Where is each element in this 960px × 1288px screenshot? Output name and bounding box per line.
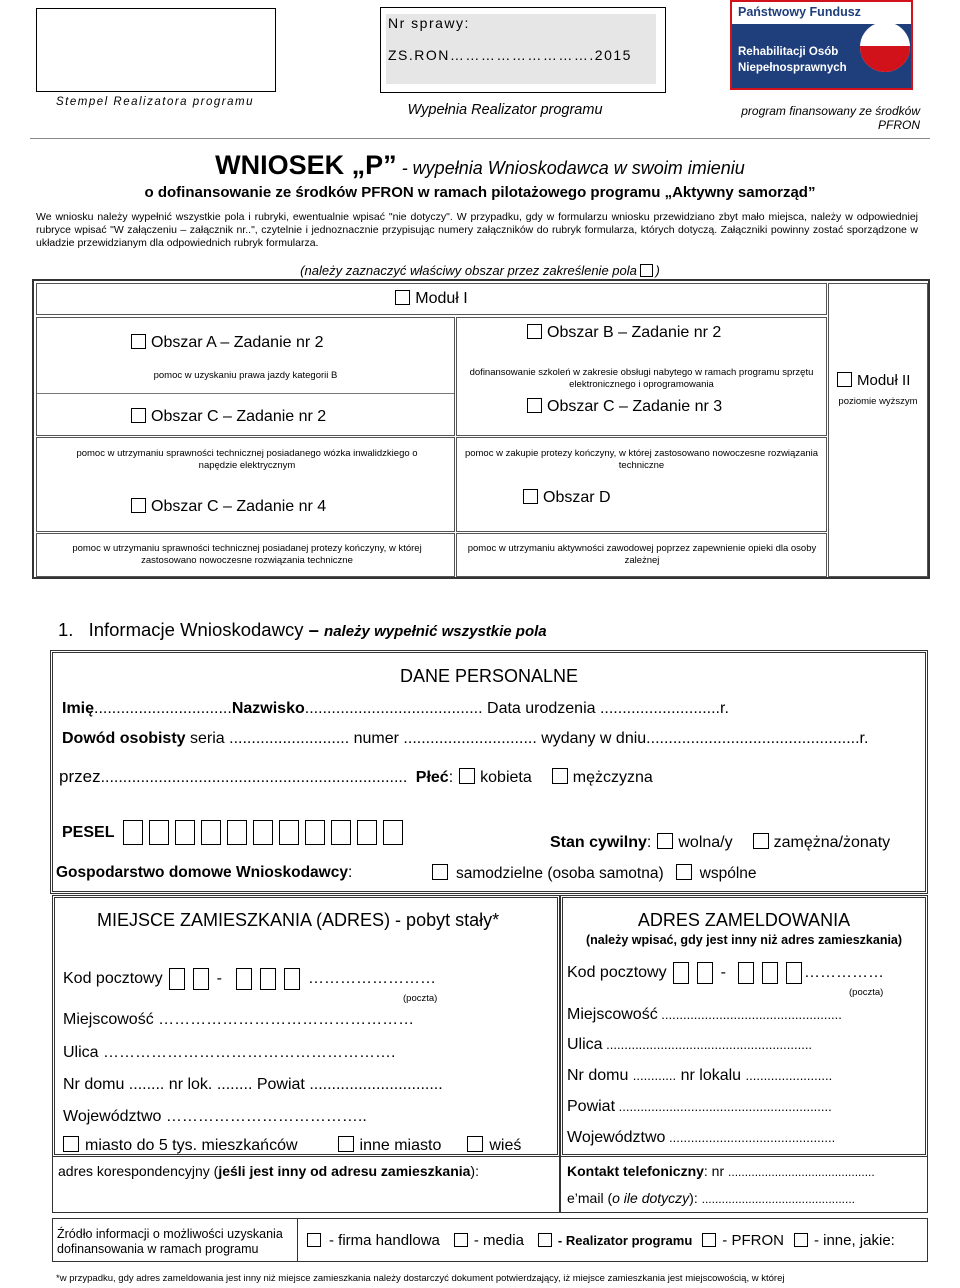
- first-name-field[interactable]: ...............................: [94, 700, 232, 717]
- residence-voiv-field[interactable]: ………………………………..: [161, 1108, 367, 1125]
- residence-heading: MIEJSCE ZAMIESZKANIA (ADRES) - pobyt stały*: [97, 910, 500, 930]
- pesel-digit-3[interactable]: [175, 820, 195, 845]
- residence-postal-row: Kod pocztowy - ……………………: [63, 968, 436, 990]
- town-other-checkbox[interactable]: [338, 1136, 354, 1152]
- area-d-desc-cell: pomoc w utrzymaniu aktywności zawodowej poprzez zapewnienie opieki dla osoby zależnej: [456, 533, 827, 577]
- pesel-digit-10[interactable]: [357, 820, 377, 845]
- source-shop-checkbox[interactable]: [307, 1233, 321, 1247]
- form-title-main: WNIOSEK „P”: [215, 150, 397, 180]
- areas-note: (należy zaznaczyć właściwy obszar przez zakreślenie pola ): [300, 263, 660, 278]
- source-media-checkbox[interactable]: [454, 1233, 468, 1247]
- module2-cell[interactable]: Moduł II poziomie wyższym: [828, 283, 928, 577]
- household-independent-checkbox[interactable]: [432, 864, 448, 880]
- registration-street-row: Ulica .........................................................: [567, 1036, 813, 1053]
- area-c4-desc-cell: pomoc w utrzymaniu sprawności technicznej posiadanej protezy kończyny, w której zastosowano nowoczesne rozwiązania techniczne: [36, 533, 455, 577]
- sex-female-checkbox[interactable]: [459, 768, 475, 784]
- case-number-label: Nr sprawy:: [388, 15, 470, 31]
- correspondence-label: adres korespondencyjny (jeśli jest inny od adresu zamieszkania):: [58, 1163, 479, 1179]
- registration-postal-digit-5[interactable]: [786, 962, 802, 984]
- id-issuer-field[interactable]: .....................................................................: [100, 769, 408, 786]
- registration-postal-row: Kod pocztowy - ……………: [567, 962, 884, 984]
- id-row: Dowód osobisty seria ........................... numer .............................. wydany w dniu................................................r.: [62, 730, 869, 747]
- registration-flat-field[interactable]: ........................: [745, 1068, 833, 1083]
- residence-post-office-field[interactable]: ……………………: [307, 970, 436, 987]
- town-small-checkbox[interactable]: [63, 1136, 79, 1152]
- personal-data-box: [50, 650, 928, 894]
- area-a2-cell[interactable]: Obszar A – Zadanie nr 2 pomoc w uzyskaniu prawa jazdy kategorii B Obszar C – Zadanie nr 2: [36, 317, 455, 436]
- registration-post-office-field[interactable]: ……………: [803, 964, 884, 981]
- instructions: We wniosku należy wypełnić wszystkie pola i rubryki, ewentualnie wpisać "nie dotyczy". W przypadku, gdy w formularzu wniosku przewidziano zbyt mało miejsca, należy w odpowiedniej rubryce wpisać "W załączeniu – załącznik nr..", czytelnie i jednoznacznie przypisując numery załączników do rubryk formularza, których dotyczą. Załączniki powinny zostać sporządzone w układzie przewidzianym dla odpowiednich rubryk formularza.: [36, 211, 918, 249]
- financed-label: program finansowany ze środków PFRON: [741, 104, 920, 132]
- residence-flat-field[interactable]: ........: [216, 1076, 253, 1093]
- residence-postal-digit-2[interactable]: [193, 968, 209, 990]
- email-field[interactable]: ..............................................: [701, 1192, 855, 1206]
- stamp-box: [36, 8, 276, 92]
- section1-heading: 1. Informacje Wnioskodawcy – należy wypełnić wszystkie pola: [58, 619, 547, 640]
- filled-by-label: Wypełnia Realizator programu: [407, 102, 603, 118]
- pfron-logo: [730, 0, 913, 90]
- registration-county-field[interactable]: ...........................................................: [615, 1099, 832, 1114]
- residence-city-row: Miejscowość …………………………………………: [63, 1011, 415, 1028]
- phone-field[interactable]: ............................................: [728, 1165, 875, 1179]
- pesel-digit-9[interactable]: [331, 820, 351, 845]
- birth-date-field[interactable]: ...........................: [599, 700, 720, 717]
- pesel-digit-1[interactable]: [123, 820, 143, 845]
- area-b2-checkbox[interactable]: [527, 324, 542, 339]
- source-box: [52, 1218, 928, 1262]
- phone-row: Kontakt telefoniczny: nr ............................................: [567, 1163, 875, 1179]
- registration-postal-digit-1[interactable]: [673, 962, 689, 984]
- household-options: samodzielne (osoba samotna) wspólne: [432, 864, 757, 883]
- source-label: Źródło informacji o możliwości uzyskania dofinansowania w ramach programu: [57, 1227, 283, 1256]
- residence-house-row: Nr domu ........ nr lok. ........ Powiat ..............................: [63, 1076, 443, 1093]
- residence-voiv-row: Województwo ………………………………..: [63, 1108, 367, 1125]
- residence-street-row: Ulica ……………………………………………….: [63, 1044, 396, 1061]
- form-subtitle: o dofinansowanie ze środków PFRON w ramach pilotażowego programu „Aktywny samorząd”: [144, 184, 816, 201]
- residence-house-field[interactable]: ........: [128, 1076, 165, 1093]
- id-issue-date-field[interactable]: ................................................: [646, 730, 860, 747]
- pesel-row: PESEL: [62, 820, 409, 845]
- area-b2-cell[interactable]: Obszar B – Zadanie nr 2 dofinansowanie szkoleń w zakresie obsługi nabytego w ramach programu sprzętu elektronicznego i oprogramowania Obszar C – Zadanie nr 3: [456, 317, 827, 436]
- id-series-field[interactable]: ...........................: [229, 730, 350, 747]
- correspondence-box: [52, 1157, 560, 1213]
- sex-male-checkbox[interactable]: [552, 768, 568, 784]
- area-c2-checkbox[interactable]: [131, 408, 146, 423]
- residence-postal-digit-4[interactable]: [260, 968, 276, 990]
- source-pfron-checkbox[interactable]: [702, 1233, 716, 1247]
- areas-table: [32, 279, 930, 579]
- registration-heading: ADRES ZAMELDOWANIA: [637, 910, 851, 930]
- registration-voiv-row: Województwo ..............................................: [567, 1129, 836, 1146]
- residence-poczta-label: (poczta): [403, 993, 438, 1004]
- residence-street-field[interactable]: ……………………………………………….: [98, 1044, 396, 1061]
- residence-postal-digit-5[interactable]: [284, 968, 300, 990]
- source-options: - firma handlowa - media - Realizator programu - PFRON - inne, jakie:: [307, 1232, 895, 1249]
- form-title-suffix: - wypełnia Wnioskodawca w swoim imieniu: [396, 158, 745, 178]
- last-name-field[interactable]: ........................................: [304, 700, 483, 717]
- registration-city-field[interactable]: ..................................................: [657, 1007, 842, 1022]
- marital-row: Stan cywilny: wolna/y zamężna/żonaty: [550, 834, 891, 851]
- pesel-digit-6[interactable]: [253, 820, 273, 845]
- registration-county-row: Powiat ...........................................................: [567, 1098, 832, 1115]
- logo-emblem-icon: [860, 22, 910, 72]
- pesel-digit-7[interactable]: [279, 820, 299, 845]
- area-d-checkbox[interactable]: [523, 489, 538, 504]
- residence-city-field[interactable]: …………………………………………: [153, 1011, 415, 1028]
- registration-city-row: Miejscowość ..................................................: [567, 1006, 842, 1023]
- source-label-divider: [297, 1219, 298, 1261]
- household-row: Gospodarstwo domowe Wnioskodawcy:: [56, 864, 353, 881]
- registration-sub: (należy wpisać, gdy jest inny niż adres zamieszkania): [585, 933, 903, 947]
- residence-town-type-row: miasto do 5 tys. mieszkańców inne miasto wieś: [63, 1136, 521, 1155]
- registration-postal-digit-3[interactable]: [738, 962, 754, 984]
- registration-voiv-field[interactable]: ..............................................: [665, 1130, 836, 1145]
- case-number-value: ZS.RON……………………….2015: [388, 47, 632, 63]
- household-shared-checkbox[interactable]: [676, 864, 692, 880]
- area-c2-desc-cell: pomoc w utrzymaniu sprawności technicznej posiadanego wózka inwalidzkiego o napędzie elektrycznym Obszar C – Zadanie nr 4: [36, 437, 455, 532]
- registration-street-field[interactable]: .........................................................: [602, 1037, 813, 1052]
- pesel-digit-4[interactable]: [201, 820, 221, 845]
- contact-box: [560, 1157, 928, 1213]
- residence-postal-digit-1[interactable]: [169, 968, 185, 990]
- area-c3-desc-cell: pomoc w zakupie protezy kończyny, w której zastosowano nowoczesne rozwiązania techniczne Obszar D: [456, 437, 827, 532]
- module1-checkbox[interactable]: [395, 290, 410, 305]
- module1-cell[interactable]: Moduł I: [36, 283, 827, 315]
- logo-line3: Niepełnosprawnych: [738, 62, 847, 74]
- source-realizator-checkbox[interactable]: [538, 1233, 552, 1247]
- form-title: [0, 150, 960, 181]
- registration-box: [560, 895, 928, 1157]
- registration-postal-digit-4[interactable]: [762, 962, 778, 984]
- area-c3-checkbox[interactable]: [527, 398, 542, 413]
- registration-house-field[interactable]: ............: [632, 1068, 677, 1083]
- pesel-digit-5[interactable]: [227, 820, 247, 845]
- email-row: e’mail (o ile dotyczy): ..............................................: [567, 1190, 855, 1206]
- header-divider: [30, 138, 930, 139]
- registration-poczta-label: (poczta): [849, 987, 884, 998]
- logo-line1: Państwowy Fundusz: [738, 5, 861, 19]
- marital-married-checkbox[interactable]: [753, 833, 769, 849]
- pesel-digit-11[interactable]: [383, 820, 403, 845]
- footnote: *w przypadku, gdy adres zameldowania jest inny niż miejsce zamieszkania należy dostarczyć dokument potwierdzający, iż miejsce zamieszkania jest miejscowością, w której: [56, 1273, 785, 1284]
- pesel-digit-2[interactable]: [149, 820, 169, 845]
- note-checkbox-icon: [640, 264, 653, 277]
- residence-box: [52, 895, 560, 1157]
- id-number-field[interactable]: ..............................: [403, 730, 537, 747]
- source-other-checkbox[interactable]: [794, 1233, 808, 1247]
- marital-single-checkbox[interactable]: [657, 833, 673, 849]
- personal-heading: DANE PERSONALNE: [399, 666, 579, 686]
- module2-checkbox[interactable]: [837, 372, 852, 387]
- area-c4-checkbox[interactable]: [131, 498, 146, 513]
- area-a2-checkbox[interactable]: [131, 334, 146, 349]
- logo-line2: Rehabilitacji Osób: [738, 46, 839, 58]
- residence-county-field[interactable]: ..............................: [309, 1076, 443, 1093]
- stamp-label: Stempel Realizatora programu: [56, 96, 254, 108]
- registration-postal-digit-2[interactable]: [697, 962, 713, 984]
- registration-house-row: Nr domu ............ nr lokalu ........................: [567, 1067, 833, 1084]
- pesel-digit-8[interactable]: [305, 820, 325, 845]
- name-row: Imię...............................Nazwisko........................................ Data urodzenia ...........................r.: [62, 700, 729, 717]
- residence-postal-digit-3[interactable]: [236, 968, 252, 990]
- issuer-row: przez..................................................................... Płeć: kobieta mężczyzna: [59, 767, 653, 786]
- village-checkbox[interactable]: [467, 1136, 483, 1152]
